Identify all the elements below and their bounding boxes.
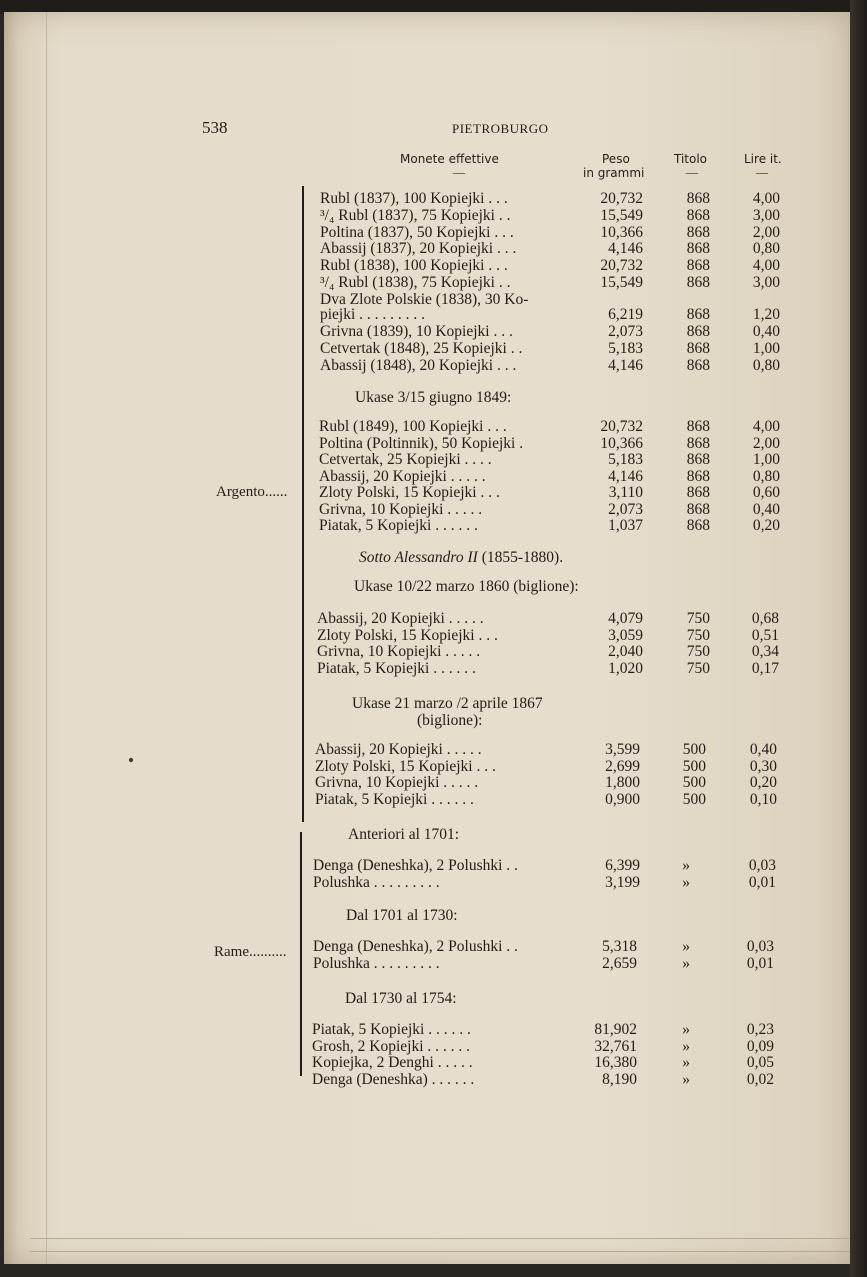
- coin-weight: 2,073: [608, 500, 643, 518]
- coin-weight: 6,399: [605, 857, 640, 874]
- page-right-edge: [850, 0, 867, 1277]
- running-title: PIETROBURGO: [452, 121, 549, 136]
- heading-ukase-1867: Ukase 21 marzo /2 aprile 1867: [352, 695, 543, 712]
- coin-name: Grivna, 10 Kopiejki . . . . .: [315, 774, 479, 791]
- coin-fineness: 868: [686, 257, 710, 275]
- coin-value-lire: 2,00: [752, 223, 780, 241]
- coin-fineness: 868: [686, 240, 710, 258]
- coin-value-lire: 0,23: [746, 1021, 774, 1038]
- coin-name: Grosh, 2 Kopiejki . . . . . .: [312, 1037, 471, 1055]
- coin-name: Grivna, 10 Kopiejki . . . . .: [319, 500, 483, 518]
- coin-fineness: »: [682, 1037, 690, 1055]
- coin-name: Denga (Deneshka), 2 Polushki . .: [313, 938, 518, 955]
- coin-fineness: 868: [686, 339, 710, 357]
- page-number: 538: [202, 118, 228, 137]
- coin-weight: 32,761: [594, 1037, 637, 1055]
- coin-fineness: 750: [686, 626, 710, 644]
- coin-value-lire: 0,68: [751, 610, 779, 627]
- coin-name: Polushka . . . . . . . . .: [313, 954, 440, 972]
- coin-fineness: »: [682, 873, 690, 891]
- column-head-name: Monete effettive: [400, 152, 499, 166]
- coin-name: Abassij (1848), 20 Kopiejki . . .: [320, 356, 517, 374]
- rame-brace: [300, 832, 302, 1076]
- coin-value-lire: 1,00: [752, 339, 780, 357]
- coin-fineness: 868: [686, 306, 710, 323]
- coin-fineness: 868: [686, 500, 710, 518]
- heading-1730-1754: Dal 1730 al 1754:: [345, 990, 457, 1007]
- coin-name: Cetvertak (1848), 25 Kopiejki . .: [320, 339, 523, 357]
- coin-weight: 1,020: [608, 659, 643, 677]
- era-years: (1855-1880).: [481, 549, 564, 566]
- coin-weight: 15,549: [600, 206, 643, 224]
- coin-weight: 1,037: [608, 517, 643, 534]
- coin-weight: 2,699: [605, 757, 640, 775]
- coin-weight: 3,599: [605, 741, 640, 758]
- column-head-lire: Lire it.: [744, 152, 782, 166]
- coin-fineness: 868: [686, 190, 710, 207]
- coin-fineness: 868: [686, 323, 710, 340]
- coin-name: ³/₄ Rubl (1837), 75 Kopiejki . .: [320, 206, 511, 224]
- coin-value-lire: 4,00: [752, 190, 780, 207]
- coin-name: piejki . . . . . . . . .: [320, 306, 426, 323]
- coin-weight: 2,073: [608, 323, 643, 340]
- coin-value-lire: 0,40: [752, 500, 780, 518]
- coin-weight: 8,190: [602, 1070, 637, 1088]
- coin-weight: 5,318: [602, 938, 637, 955]
- coin-value-lire: 0,80: [752, 240, 780, 258]
- coin-value-lire: 0,40: [752, 323, 780, 340]
- coin-fineness: »: [682, 938, 690, 955]
- coin-name: Polushka . . . . . . . . .: [313, 873, 440, 891]
- coin-weight: 3,110: [608, 484, 643, 501]
- coin-fineness: 868: [686, 418, 710, 435]
- coin-value-lire: 1,00: [752, 451, 780, 468]
- coin-name: Piatak, 5 Kopiejki . . . . . .: [312, 1021, 471, 1038]
- coin-value-lire: 0,51: [751, 626, 779, 644]
- coin-weight: 20,732: [600, 257, 643, 275]
- coin-value-lire: 0,03: [746, 938, 774, 955]
- coin-value-lire: 0,01: [748, 873, 776, 891]
- coin-name: Piatak, 5 Kopiejki . . . . . .: [319, 517, 478, 534]
- coin-value-lire: 4,00: [752, 418, 780, 435]
- coin-name: Abassij, 20 Kopiejki . . . . .: [317, 610, 484, 627]
- coin-name: Denga (Deneshka) . . . . . .: [312, 1070, 475, 1088]
- coin-fineness: 868: [686, 517, 710, 534]
- coin-name: Grivna, 10 Kopiejki . . . . .: [317, 643, 481, 661]
- coin-weight: 4,146: [608, 240, 643, 258]
- coin-fineness: 750: [686, 659, 710, 677]
- coin-fineness: 868: [686, 223, 710, 241]
- coin-value-lire: 0,10: [749, 790, 777, 808]
- page-bottom-rules: [30, 1238, 850, 1252]
- coin-name: Piatak, 5 Kopiejki . . . . . .: [315, 790, 474, 808]
- coin-weight: 5,183: [608, 339, 643, 357]
- coin-weight: 15,549: [600, 274, 643, 291]
- coin-weight: 20,732: [600, 190, 643, 207]
- column-dash-name: —: [453, 165, 465, 179]
- coin-name: Cetvertak, 25 Kopiejki . . . .: [319, 451, 492, 468]
- coin-fineness: 868: [686, 356, 710, 374]
- coin-value-lire: 0,60: [752, 484, 780, 501]
- coin-value-lire: 4,00: [752, 257, 780, 275]
- column-dash-titolo: —: [686, 165, 698, 179]
- coin-name: Rubl (1838), 100 Kopiejki . . .: [320, 257, 508, 275]
- coin-fineness: 868: [686, 206, 710, 224]
- ink-spot: [129, 758, 133, 762]
- coin-name: Abassij (1837), 20 Kopiejki . . .: [320, 240, 517, 258]
- coin-weight: 10,366: [600, 434, 643, 452]
- coin-fineness: »: [682, 1021, 690, 1038]
- column-head-titolo: Titolo: [674, 152, 708, 166]
- coin-name: Grivna (1839), 10 Kopiejki . . .: [320, 323, 513, 340]
- coin-weight: 2,659: [602, 954, 637, 972]
- heading-ukase-1860: Ukase 10/22 marzo 1860 (biglione):: [354, 578, 579, 595]
- coin-weight: 81,902: [594, 1021, 637, 1038]
- coin-name: Zloty Polski, 15 Kopiejki . . .: [319, 484, 500, 501]
- coin-weight: 20,732: [600, 418, 643, 435]
- heading-1701-1730: Dal 1701 al 1730:: [346, 907, 458, 924]
- coin-value-lire: 0,17: [751, 659, 779, 677]
- coin-name: Denga (Deneshka), 2 Polushki . .: [313, 857, 518, 874]
- coin-name: Zloty Polski, 15 Kopiejki . . .: [315, 757, 496, 775]
- dva-zlote-line: Dva Zlote Polskie (1838), 30 Ko-: [320, 291, 529, 308]
- coin-fineness: »: [682, 857, 690, 874]
- coin-name: Rubl (1837), 100 Kopiejki . . .: [320, 190, 508, 207]
- coin-value-lire: 3,00: [752, 274, 780, 291]
- column-head-peso: Peso: [602, 152, 630, 166]
- coin-name: Piatak, 5 Kopiejki . . . . . .: [317, 659, 476, 677]
- coin-fineness: 868: [686, 434, 710, 452]
- coin-value-lire: 0,03: [748, 857, 776, 874]
- coin-value-lire: 0,01: [746, 954, 774, 972]
- coin-fineness: »: [682, 1054, 690, 1071]
- coin-value-lire: 0,02: [746, 1070, 774, 1088]
- coin-name: Abassij, 20 Kopiejki . . . . .: [315, 741, 482, 758]
- coin-weight: 2,040: [608, 643, 643, 661]
- coin-weight: 4,079: [608, 610, 643, 627]
- argento-brace: [302, 186, 304, 822]
- coin-fineness: 750: [686, 610, 710, 627]
- coin-name: ³/₄ Rubl (1838), 75 Kopiejki . .: [320, 274, 511, 291]
- heading-ukase-1867-biglione: (biglione):: [417, 712, 483, 729]
- era-heading: [359, 549, 563, 567]
- coin-value-lire: 0,80: [752, 467, 780, 485]
- coin-weight: 6,219: [608, 306, 643, 323]
- coin-fineness: 868: [686, 467, 710, 485]
- coin-name: Abassij, 20 Kopiejki . . . . .: [319, 467, 486, 485]
- coin-value-lire: 0,40: [749, 741, 777, 758]
- coin-fineness: 500: [682, 774, 706, 791]
- coin-weight: 5,183: [608, 451, 643, 468]
- coin-fineness: 750: [686, 643, 710, 661]
- coin-fineness: 500: [682, 757, 706, 775]
- coin-weight: 3,059: [608, 626, 643, 644]
- coin-value-lire: 0,30: [749, 757, 777, 775]
- coin-value-lire: 1,20: [752, 306, 780, 323]
- coin-fineness: 868: [686, 451, 710, 468]
- coin-weight: 4,146: [608, 356, 643, 374]
- coin-weight: 0,900: [605, 790, 640, 808]
- heading-ukase-1849: Ukase 3/15 giugno 1849:: [355, 389, 512, 406]
- coin-fineness: 868: [686, 484, 710, 501]
- coin-name: Poltina (Poltinnik), 50 Kopiejki .: [319, 434, 524, 452]
- coin-fineness: 500: [682, 741, 706, 758]
- coin-value-lire: 0,20: [749, 774, 777, 791]
- column-head-peso-unit: in grammi: [583, 166, 645, 180]
- coin-name: Zloty Polski, 15 Kopiejki . . .: [317, 626, 498, 644]
- coin-weight: 16,380: [594, 1054, 637, 1071]
- coin-name: Rubl (1849), 100 Kopiejki . . .: [319, 418, 507, 435]
- page-gutter: [4, 12, 47, 1264]
- coin-weight: 10,366: [600, 223, 643, 241]
- coin-weight: 4,146: [608, 467, 643, 485]
- coin-value-lire: 0,05: [746, 1054, 774, 1071]
- coin-name: Kopiejka, 2 Denghi . . . . .: [312, 1054, 473, 1071]
- coin-value-lire: 3,00: [752, 206, 780, 224]
- coin-weight: 3,199: [605, 873, 640, 891]
- coin-value-lire: 2,00: [752, 434, 780, 452]
- coin-fineness: »: [682, 954, 690, 972]
- coin-value-lire: 0,09: [746, 1037, 774, 1055]
- coin-value-lire: 0,34: [751, 643, 779, 661]
- coin-weight: 1,800: [605, 774, 640, 791]
- coin-name: Poltina (1837), 50 Kopiejki . . .: [320, 223, 514, 241]
- coin-value-lire: 0,80: [752, 356, 780, 374]
- group-label-rame: Rame..........: [214, 944, 287, 960]
- coin-value-lire: 0,20: [752, 517, 780, 534]
- column-dash-lire: —: [756, 165, 768, 179]
- coin-fineness: »: [682, 1070, 690, 1088]
- group-label-argento: Argento......: [216, 484, 288, 500]
- era-name: Sotto Alessandro II: [359, 549, 478, 566]
- heading-anteriori-1701: Anteriori al 1701:: [348, 826, 460, 843]
- coin-fineness: 868: [686, 274, 710, 291]
- coin-fineness: 500: [682, 790, 706, 808]
